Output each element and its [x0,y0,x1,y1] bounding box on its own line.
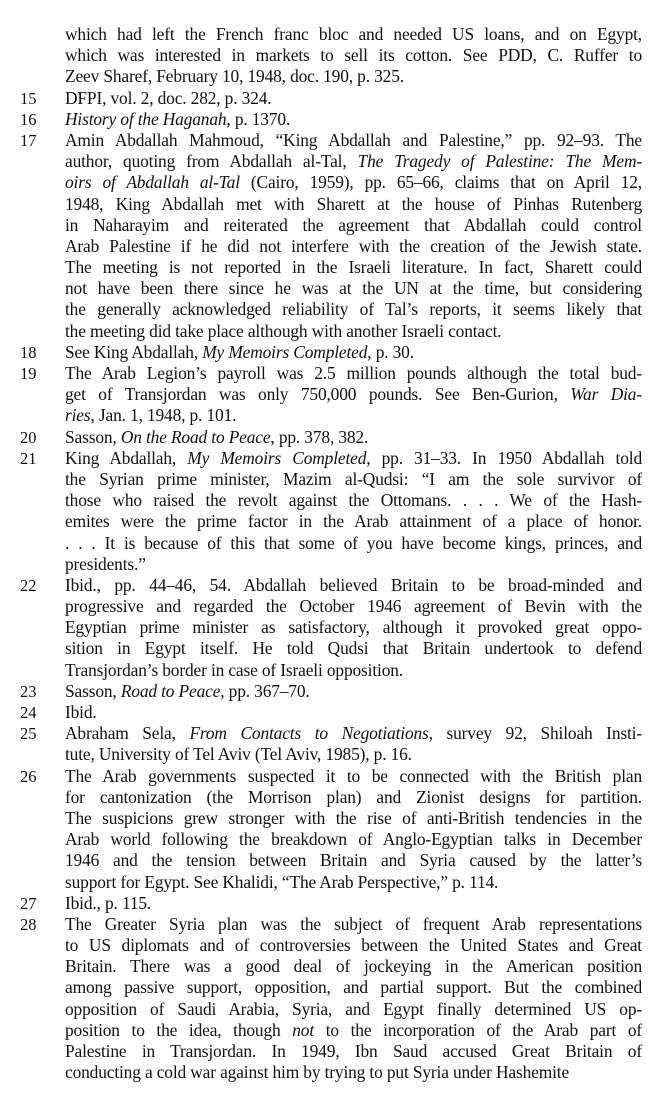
text-line [65,215,642,236]
text-run: The suspicions grew stronger with the rise of anti-British tendencies in the [65,807,642,828]
italic-title: ries [65,405,91,426]
text-line [65,575,642,596]
endnote [0,24,665,88]
endnote-number: 21 [20,448,37,468]
italic-title: War Dia- [570,384,642,405]
text-line [65,1041,642,1062]
text-line [65,872,642,893]
text-line [65,935,642,956]
italic-title: On the Road to Peace [120,426,271,447]
text-line [65,405,642,426]
text-line [65,469,642,490]
endnote-text [65,427,642,448]
endnote [0,723,665,765]
text-run: Britain. There was a good deal of jockeying in the American position [65,956,642,977]
text-run: the Syrian prime minister, Mazim al-Qudsi: “I am the sole survivor of [65,468,642,489]
endnote-number: 23 [20,681,37,701]
text-run: Ibid. [65,702,97,722]
italic-title: The Tragedy of Palestine: The Mem- [357,151,642,172]
text-run: , p. 30. [367,341,414,362]
endnote-text [65,575,642,681]
text-line [65,88,642,109]
endnotes-list [0,24,665,1083]
text-run: The Arab governments suspected it to be connected with the British plan [65,765,642,786]
endnote-number: 18 [20,342,37,362]
endnote [0,914,665,1084]
text-run: (Cairo, 1959), pp. 65–66, claims that on April 12, [239,172,642,193]
text-line [65,638,642,659]
endnote [0,893,665,914]
text-run: in Naharayim and reiterated the agreement that Abdallah could control [65,214,642,235]
text-run: to the incorporation of the Arab part of [314,1019,643,1040]
text-run: for cantonization (the Morrison plan) and Zionist designs for partition. [65,786,642,807]
text-line [65,702,642,723]
text-line [65,448,642,469]
text-line [65,66,642,87]
endnote-text [65,893,642,914]
text-run: support for Egypt. See Khalidi, “The Arab Perspective,” p. 114. [65,871,499,892]
text-line [65,299,642,320]
text-line [65,808,642,829]
endnote [0,766,665,893]
text-run: get of Transjordan was only 750,000 pounds. See Ben-Gurion, [65,384,571,405]
text-run: position to the idea, though [65,1019,293,1040]
text-line [65,490,642,511]
text-run: DFPI, vol. 2, doc. 282, p. 324. [65,87,272,108]
text-line [65,1062,642,1083]
text-run: Arab world following the breakdown of Anglo-Egyptian talks in December [65,829,642,850]
italic-title: not [292,1019,315,1040]
endnote-number: 28 [20,914,37,934]
text-line [65,151,642,172]
text-line [65,596,642,617]
endnote [0,427,665,448]
text-line [65,977,642,998]
text-run: Abraham Sela, [65,723,190,744]
text-line [65,109,642,130]
text-line [65,533,642,554]
text-run: Transjordan’s border in case of Israeli opposition. [65,659,404,680]
endnote-number: 24 [20,703,37,722]
text-run: Sasson, [65,426,121,447]
text-line [65,787,642,808]
text-line [65,1020,642,1041]
text-run: . . . It is because of this that some of you have become kings, princes, and [65,532,642,553]
text-run: to US diplomats and of controversies between the United States and Great [65,935,642,956]
text-line [65,554,642,575]
endnote-number: 25 [20,724,37,744]
endnote-text [65,723,642,765]
italic-title: My Memoirs Completed [202,341,368,362]
text-run: , pp. 31–33. In 1950 Abdallah told [366,447,642,468]
text-run: which was interested in markets to sell its cotton. See PDD, C. Ruffer to [65,45,642,66]
endnote-number: 26 [20,766,37,786]
text-line [65,681,642,702]
text-run: The Greater Syria plan was the subject of frequent Arab representations [65,913,642,934]
italic-title: From Contacts to Negotiations [189,723,429,744]
endnote-number: 16 [20,109,37,129]
endnote [0,88,665,109]
text-run: Zeev Sharef, February 10, 1948, doc. 190, p. 325. [65,66,404,87]
text-line [65,427,642,448]
italic-title: Road to Peace [120,680,221,701]
text-line [65,617,642,638]
text-run: See King Abdallah, [65,341,203,362]
text-run: author, quoting from Abdallah al-Tal, [65,151,358,172]
endnote-number: 20 [20,427,37,447]
text-run: 1946 and the tension between Britain and Syria caused by the latter’s [65,850,642,871]
text-run: , pp. 378, 382. [270,426,369,447]
text-line [65,766,642,787]
endnote [0,575,665,681]
text-run: emites were the prime factor in the Arab attainment of a place of honor. [65,511,642,532]
endnote [0,109,665,130]
text-run: , pp. 367–70. [220,680,310,701]
text-line [65,850,642,871]
text-run: sition in Egypt itself. He told Qudsi that Britain undertook to defend [65,638,642,659]
text-line [65,829,642,850]
endnote [0,681,665,702]
endnote-text [65,342,642,363]
text-line [65,914,642,935]
text-line [65,24,642,45]
text-line [65,194,642,215]
text-run: not have been there since he was at the UN at the time, but considering [65,278,642,299]
endnote-text [65,24,642,88]
text-run: Amin Abdallah Mahmoud, “King Abdallah and Palestine,” pp. 92–93. The [65,129,642,150]
text-line [65,45,642,66]
text-run: , survey 92, Shiloah Insti- [428,723,642,744]
text-run: which had left the French franc bloc and needed US loans, and on Egypt, [65,24,642,44]
text-run: The meeting is not reported in the Israeli literature. In fact, Sharett could [65,257,642,278]
text-line [65,236,642,257]
endnote-text [65,914,642,1084]
text-line [65,723,642,744]
endnote-number: 15 [20,88,37,108]
endnote-text [65,109,642,130]
text-line [65,342,642,363]
endnote [0,130,665,342]
text-run: presidents.” [65,553,146,574]
text-line [65,172,642,193]
text-run: 1948, King Abdallah met with Sharett at the house of Pinhas Rutenberg [65,193,642,214]
endnote-text [65,363,642,427]
italic-title: History of the Haganah [65,108,227,129]
text-line [65,511,642,532]
endnote-text [65,681,642,702]
text-run: Ibid., pp. 44–46, 54. Abdallah believed Britain to be broad-minded and [65,574,642,595]
text-run: Egyptian prime minister as satisfactory, although it provoked great oppo- [65,617,642,638]
italic-title: oirs of Abdallah al-Tal [65,172,240,193]
endnote-text [65,88,642,109]
italic-title: My Memoirs Completed [187,447,367,468]
endnote-number: 22 [20,575,37,595]
text-run: King Abdallah, [65,447,188,468]
endnote-text [65,702,642,723]
text-line [65,257,642,278]
text-run: Sasson, [65,680,121,701]
text-line [65,278,642,299]
text-run: , Jan. 1, 1948, p. 101. [90,405,237,426]
text-run: the meeting did take place although with another Israeli contact. [65,320,502,341]
text-run: Palestine in Transjordan. In 1949, Ibn Saud accused Great Britain of [65,1041,642,1061]
text-run: conducting a cold war against him by trying to put Syria under Hashemite [65,1062,570,1083]
endnote [0,342,665,363]
endnote [0,702,665,723]
endnote-number: 19 [20,364,37,383]
text-line [65,363,642,384]
text-run: among passive support, opposition, and partial support. But the combined [65,977,642,998]
text-line [65,956,642,977]
text-line [65,384,642,405]
endnote [0,363,665,427]
text-line [65,321,642,342]
text-run: tute, University of Tel Aviv (Tel Aviv, 1985), p. 16. [65,744,412,765]
endnote-text [65,130,642,342]
text-run: the generally acknowledged reliability of Tal’s reports, it seems likely that [65,299,642,320]
text-run: Ibid., p. 115. [65,892,152,913]
text-line [65,130,642,151]
endnote-number: 17 [20,130,37,150]
text-run: , p. 1370. [226,108,291,129]
text-line [65,893,642,914]
endnote-number: 27 [20,893,37,913]
text-run: progressive and regarded the October 1946 agreement of Bevin with the [65,596,642,617]
endnote [0,448,665,575]
text-line [65,744,642,765]
endnote-text [65,766,642,893]
text-line [65,660,642,681]
text-run: Arab Palestine if he did not interfere with the creation of the Jewish state. [65,235,642,256]
endnote-text [65,448,642,575]
text-line [65,999,642,1020]
text-run: The Arab Legion’s payroll was 2.5 million pounds although the total bud- [65,363,642,383]
text-run: those who raised the revolt against the Ottomans. . . . We of the Hash- [65,490,642,511]
text-run: opposition of Saudi Arabia, Syria, and Egypt finally determined US op- [65,998,642,1019]
